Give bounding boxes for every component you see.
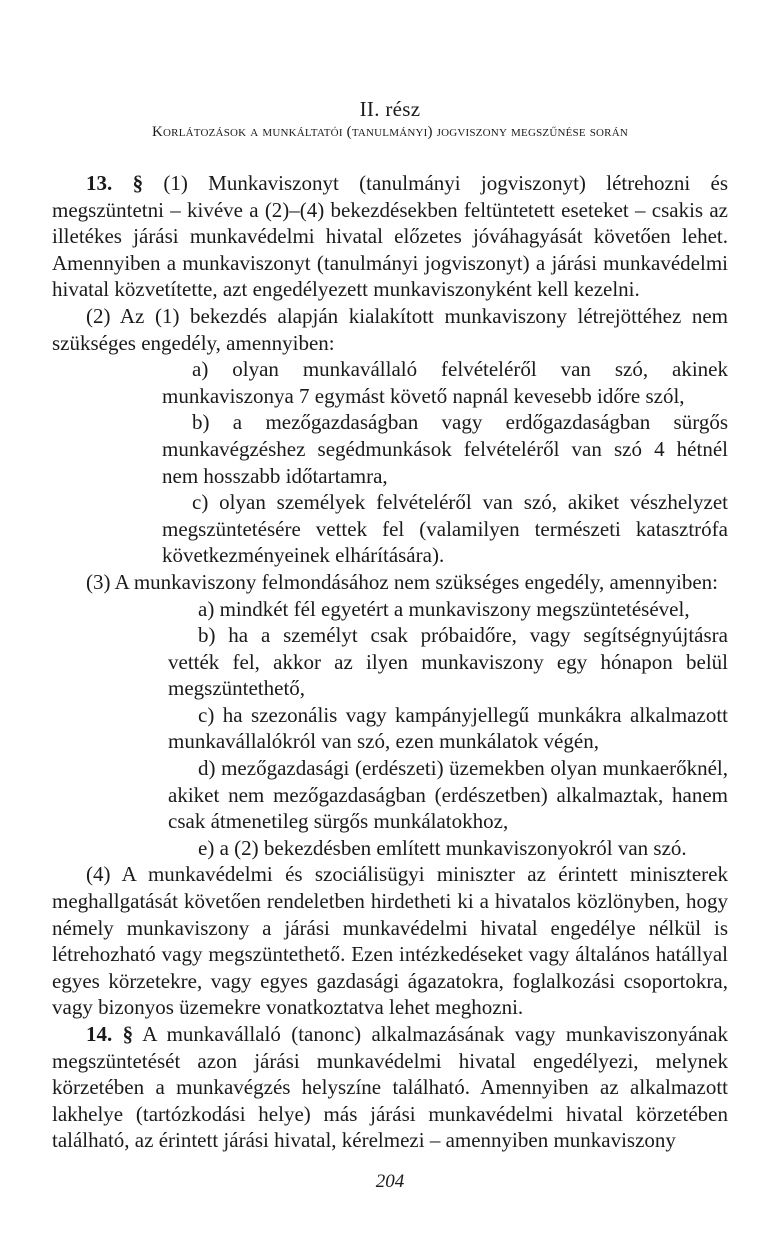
section-13-number: 13. § xyxy=(86,171,144,195)
section-13-paragraph-1 xyxy=(52,170,728,303)
p3-item-a: a) mindkét fél egyetért a munkaviszony megszüntetésével, xyxy=(198,596,690,621)
section-13-paragraph-4: (4) A munkavédelmi és szociálisügyi miniszter az érintett miniszterek meghallgatását követően rendeletben hirdetheti ki a hivatalos közlönyben, hogy némely munkaviszony a járási munkavédelmi hivatal engedélye nélkül is létrehozható vagy megszüntethető. Ezen intézkedéseket vagy általános hatállyal egyes körzetekre, vagy egyes gazdasági ágazatokra, foglalkozási csoportokra, vagy bizonyos üzemekre vonatkoztatva lehet meghozni. xyxy=(52,862,728,1020)
p2-item-c: c) olyan személyek felvételéről van szó, akiket vészhelyzet megszüntetésére vettek fel (valamilyen természeti katasztrófa következményeinek elhárítására). xyxy=(162,490,728,568)
part-subtitle: Korlátozások a munkáltatói (tanulmányi) jogviszony megszűnése során xyxy=(151,124,629,140)
section-13-p1-text: (1) Munkaviszonyt (tanulmányi jogviszonyt) létrehozni és megszüntetni – kivéve a (2)–(4) bekezdésekben feltüntetett eseteket – csakis az illetékes járási munkavédelmi hivatal előzetes jóváhagyását követően lehet. Amennyiben a munkaviszonyt (tanulmányi jogviszonyt) a járási munkavédelmi hivatal közvetítette, azt engedélyezett munkaviszonyként kell kezelni. xyxy=(52,171,728,302)
p2-item-b: b) a mezőgazdaságban vagy erdőgazdaságban sürgős munkavégzéshez segédmunkások felvételéről van szó 4 hétnél nem hosszabb időtartamra, xyxy=(162,410,728,488)
document-body xyxy=(52,170,728,1154)
section-14-text: A munkavállaló (tanonc) alkalmazásának vagy munkaviszonyának megszüntetését azon járási munkavédelmi hivatal engedélyezi, melynek körzetében a munkavégzés helyszíne található. Amennyiben az alkalmazott lakhelye (tartózkodási helye) más járási munkavédelmi hivatal körzetében található, az érintett járási hivatal, kérelmezi – amennyiben munkaviszony xyxy=(52,1022,729,1153)
p3-item-c: c) ha szezonális vagy kampányjellegű munkákra alkalmazott munkavállalókról van szó, ezen munkálatok végén, xyxy=(168,702,728,754)
p2-item-a: a) olyan munkavállaló felvételéről van szó, akinek munkaviszonya 7 egymást követő napnál kevesebb időre szól, xyxy=(162,357,728,408)
p3-item-e: e) a (2) bekezdésben említett munkaviszonyokról van szó. xyxy=(198,835,687,860)
page-number: 204 xyxy=(375,1171,405,1192)
section-13-paragraph-2: (2) Az (1) bekezdés alapján kialakított munkaviszony létrejöttéhez nem szükséges engedély, amennyiben: xyxy=(52,303,728,355)
section-14-paragraph xyxy=(52,1021,728,1154)
p3-item-b: b) ha a személyt csak próbaidőre, vagy segítségnyújtásra vették fel, akkor az ilyen munkaviszony egy hónapon belül megszüntethető, xyxy=(168,623,728,701)
section-13-paragraph-3: (3) A munkaviszony felmondásához nem szükséges engedély, amennyiben: xyxy=(86,569,718,594)
section-14-number: 14. § xyxy=(86,1022,134,1046)
part-title: II. rész xyxy=(359,97,421,121)
p2-item-list xyxy=(52,356,728,569)
p3-item-d: d) mezőgazdasági (erdészeti) üzemekben olyan munkaerőknél, akiket nem mezőgazdaságban (erdészetben) alkalmaztak, hanem csak átmenetileg sürgős munkálatokhoz, xyxy=(168,756,728,834)
p3-item-list xyxy=(52,596,728,862)
